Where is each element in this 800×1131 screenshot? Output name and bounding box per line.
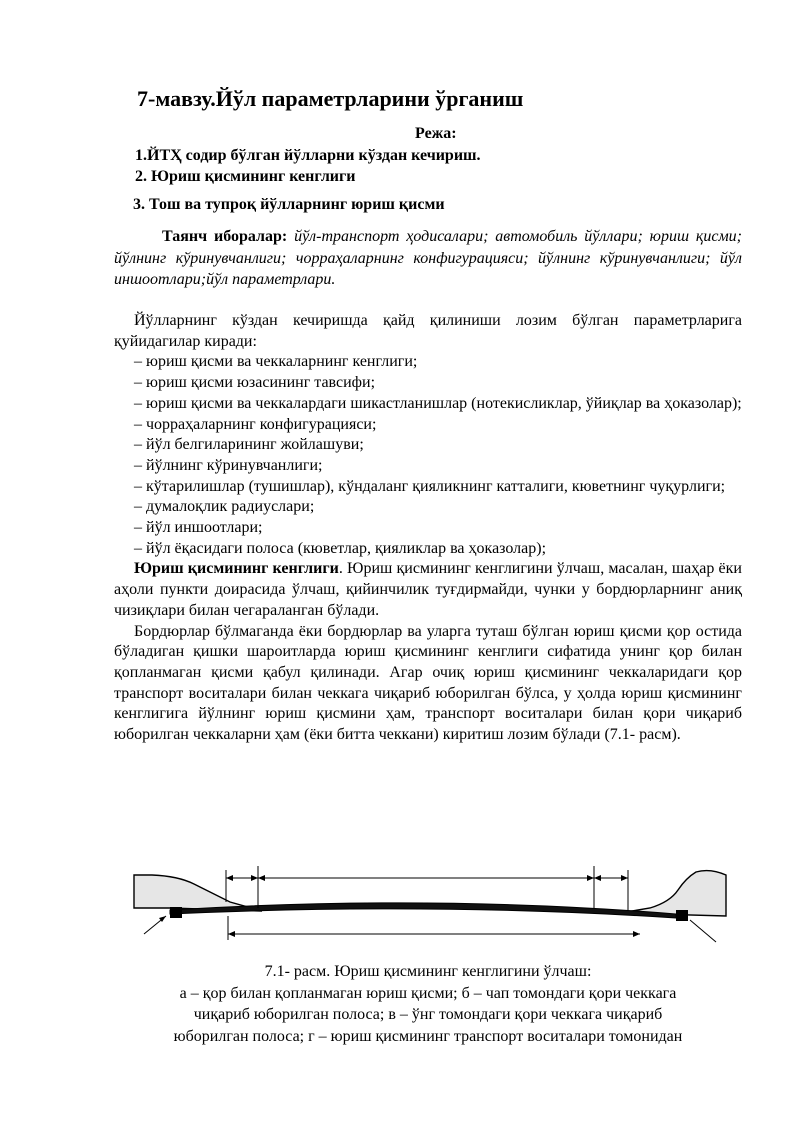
caption-line: 7.1- расм. Юриш қисмининг кенглигини ўлчаш: bbox=[264, 963, 592, 980]
road-width-text: . Юриш қисмининг кенглигини ўлчаш, масалан, шаҳар ёки аҳоли пункти доирасида ўлчаш, қийинчилик туғдирмайди, чунки у бордюрларнинг аниқ чизиқлари билан чегараланган бўлади. bbox=[114, 560, 742, 619]
left-snow-bank bbox=[134, 875, 262, 911]
road-width-diagram bbox=[130, 858, 730, 958]
list-item: – юриш қисми ва чеккаларнинг кенглиги; bbox=[134, 353, 418, 371]
list-item: – йўл ёқасидаги полоса (кюветлар, қияликлар ва ҳоказолар); bbox=[134, 539, 547, 557]
list-item: – кўтарилишлар (тушишлар), кўндаланг қияликнинг катталиги, кюветнинг чуқурлиги; bbox=[134, 477, 726, 495]
caption-line: чиқариб юборилган полоса; в – ўнг томондаги қори чеккага чиқариб bbox=[193, 1006, 663, 1024]
list-item: – думалоқлик радиуслари; bbox=[134, 498, 315, 516]
keywords-terms: йўл-транспорт ҳодисалари; автомобиль йўллари; юриш қисми; йўлнинг кўринувчанлиги; чорраҳаларнинг конфигурацияси; йўлнинг кўринувчанлиги; йўл иншоотлари;йўл параметрлари. bbox=[114, 228, 742, 288]
list-item: – юриш қисми ва чеккалардаги шикастланишлар (нотекисликлар, ўйиқлар ва ҳоказолар); bbox=[134, 394, 742, 412]
page-title: 7-мавзу.Йўл параметрларини ўрганиш bbox=[137, 86, 524, 111]
road-width-heading: Юриш қисмининг кенглиги bbox=[134, 560, 339, 578]
right-curb bbox=[676, 910, 688, 921]
keywords-paragraph bbox=[114, 226, 742, 291]
list-item: – чорраҳаларнинг конфигурацияси; bbox=[134, 415, 377, 433]
intro-paragraph: Йўлларнинг кўздан кечиришда қайд қилиниши лозим бўлган параметрларига қуйидагилар киради: bbox=[114, 312, 742, 350]
plan-item-3: 3. Тош ва тупроқ йўлларнинг юриш қисми bbox=[133, 196, 445, 213]
right-snow-bank bbox=[620, 871, 726, 916]
caption-line: юборилган полоса; г – юриш қисмининг транспорт воситалари томонидан bbox=[173, 1028, 683, 1046]
plan-item-2: 2. Юриш қисмининг кенглиги bbox=[135, 168, 356, 185]
list-item: – йўл иншоотлари; bbox=[134, 519, 263, 537]
list-item: – юриш қисми юзасининг тавсифи; bbox=[134, 374, 376, 392]
plan-item-1: 1.ЙТҲ содир бўлган йўлларни кўздан кечириш. bbox=[135, 147, 481, 164]
list-item: – йўлнинг кўринувчанлиги; bbox=[134, 456, 323, 474]
list-item: – йўл белгиларининг жойлашуви; bbox=[134, 436, 364, 454]
figure-caption bbox=[114, 961, 742, 1048]
keywords-label: Таянч иборалар: bbox=[162, 228, 288, 245]
caption-line: а – қор билан қопланмаган юриш қисми; б – чап томондаги қори чеккага bbox=[179, 984, 677, 1002]
paragraph-curbs: Бордюрлар бўлмаганда ёки бордюрлар ва уларга туташ бўлган юриш қисми қор остида бўладиган қишки шароитларда юриш қисмининг кенглиги сифатида унинг қор билан қопланмаган қисми қабул қилинади. Агар очиқ юриш қисмининг чеккаларидаги қор транспорт воситалари билан чеккага чиқариб юборилган бўлса, у ҳолда юриш қисмининг кенглигига йўлнинг юриш қисмини ҳам, транспорт воситалари билан қори чиқариб юборилган чеккаларни ҳам (ёки битта чеккани) киритиш лозим бўлади (7.1- расм). bbox=[114, 622, 742, 744]
paragraph-road-width bbox=[114, 559, 742, 621]
road-surface bbox=[170, 903, 676, 918]
left-curb bbox=[170, 907, 182, 918]
plan-heading: Режа: bbox=[415, 125, 457, 142]
body-text bbox=[114, 311, 742, 746]
